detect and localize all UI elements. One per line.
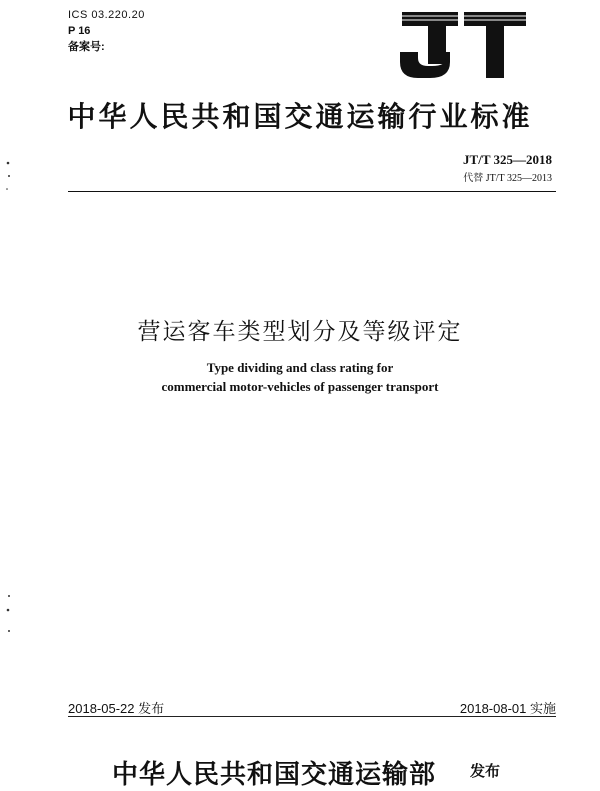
- issuing-authority: 中华人民共和国交通运输部: [112, 760, 437, 790]
- english-title-line-1: Type dividing and class rating for: [206, 360, 394, 375]
- implementation-date: 2018-08-01 实施: [459, 701, 556, 716]
- standard-code: JT/T 325—2018: [463, 152, 552, 167]
- publish-date: 2018-05-22 发布: [68, 701, 165, 716]
- replaces-standard: 代替 JT/T 325—2013: [463, 173, 552, 184]
- english-title-line-2: commercial motor-vehicles of passenger transport: [161, 379, 439, 394]
- bottom-divider: [68, 716, 556, 717]
- record-number-label: 备案号:: [68, 41, 105, 53]
- top-divider: [68, 191, 556, 192]
- english-title: [0, 358, 600, 396]
- ics-code: ICS 03.220.20: [68, 9, 145, 21]
- chinese-title: 营运客车类型划分及等级评定: [137, 319, 463, 345]
- category-code: P 16: [68, 25, 91, 37]
- scan-specks: [0, 0, 20, 772]
- issue-word: 发布: [470, 762, 501, 780]
- jt-logo: [392, 8, 530, 82]
- standard-agency-title: 中华人民共和国交通运输行业标准: [67, 100, 533, 133]
